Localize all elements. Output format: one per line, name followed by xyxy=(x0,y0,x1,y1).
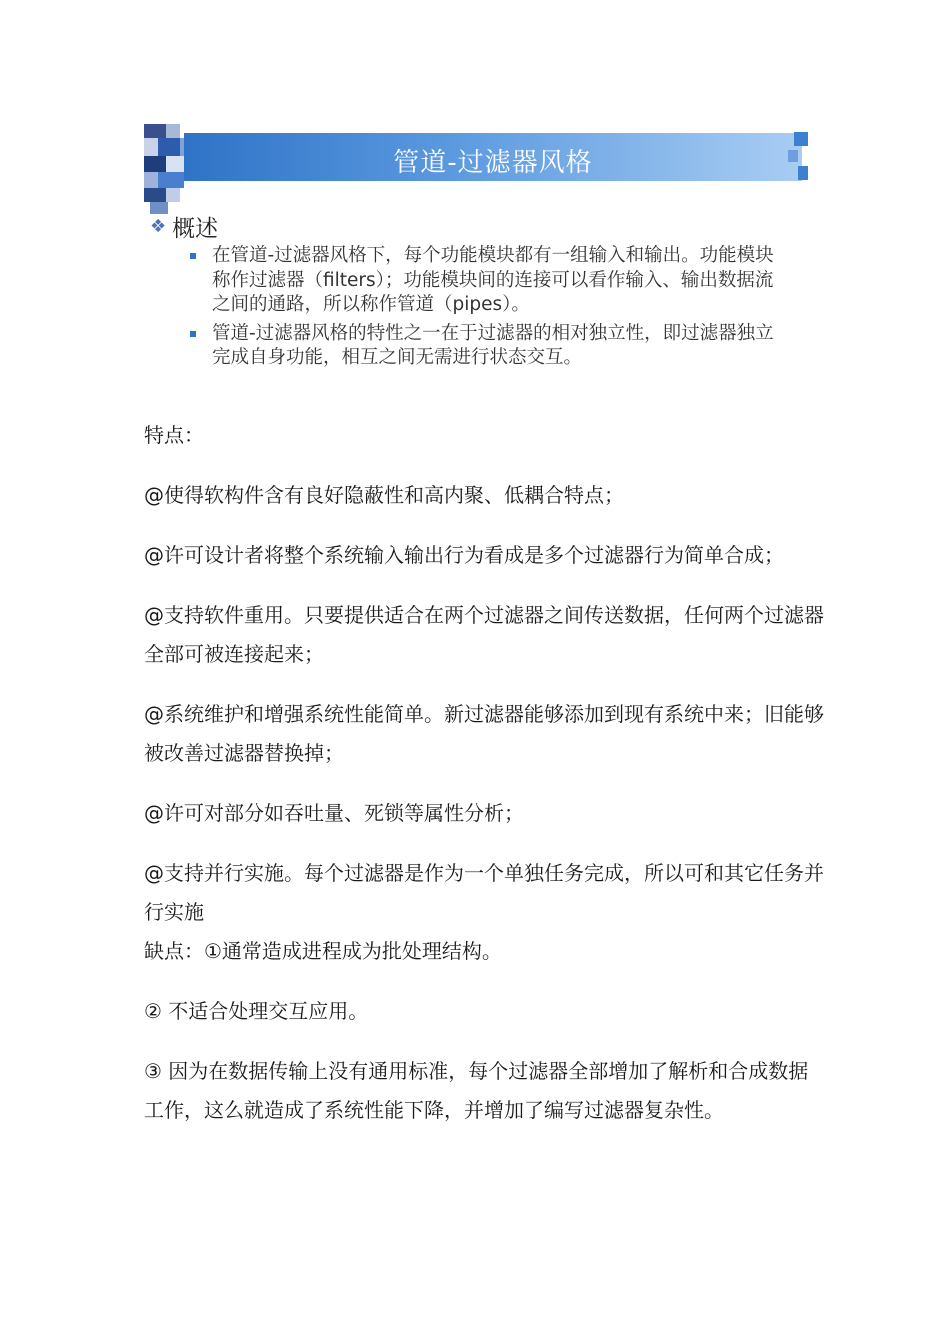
section-heading-text: 概述 xyxy=(172,216,219,242)
feature-item: @系统维护和增强系统性能简单。新过滤器能够添加到现有系统中来；旧能够被改善过滤器替换掉； xyxy=(144,702,824,765)
section-heading xyxy=(150,210,218,243)
document-body xyxy=(144,416,824,1130)
list-item xyxy=(190,244,780,318)
slide-image xyxy=(140,122,810,382)
diamond-bullet-icon: ❖ xyxy=(150,215,167,237)
feature-item: @使得软构件含有良好隐蔽性和高内聚、低耦合特点； xyxy=(144,483,624,507)
features-label: 特点： xyxy=(144,423,204,447)
square-bullet-icon xyxy=(190,253,196,259)
list-item xyxy=(190,322,780,371)
drawback-item: ② 不适合处理交互应用。 xyxy=(144,999,369,1023)
bullet-text: 管道-过滤器风格的特性之一在于过滤器的相对独立性，即过滤器独立完成自身功能，相互之间无需进行状态交互。 xyxy=(212,322,774,368)
square-bullet-icon xyxy=(190,331,196,337)
title-banner xyxy=(184,133,802,181)
feature-item: @许可设计者将整个系统输入输出行为看成是多个过滤器行为简单合成； xyxy=(144,543,784,567)
drawback-item: ③ 因为在数据传输上没有通用标准，每个过滤器全部增加了解析和合成数据工作，这么就造成了系统性能下降，并增加了编写过滤器复杂性。 xyxy=(144,1059,809,1122)
feature-item: @支持并行实施。每个过滤器是作为一个单独任务完成，所以可和其它任务并行实施 xyxy=(144,861,824,924)
drawback-item: 缺点：①通常造成进程成为批处理结构。 xyxy=(144,939,502,963)
bullet-text: 在管道-过滤器风格下，每个功能模块都有一组输入和输出。功能模块称作过滤器（filters）；功能模块间的连接可以看作输入、输出数据流之间的通路，所以称作管道（pipes）。 xyxy=(212,245,774,315)
feature-item: @许可对部分如吞吐量、死锁等属性分析； xyxy=(144,801,524,825)
banner-decoration xyxy=(788,132,808,182)
feature-item: @支持软件重用。只要提供适合在两个过滤器之间传送数据，任何两个过滤器全部可被连接起来； xyxy=(144,603,824,666)
bullet-list xyxy=(190,244,780,375)
slide-title: 管道-过滤器风格 xyxy=(393,148,593,178)
